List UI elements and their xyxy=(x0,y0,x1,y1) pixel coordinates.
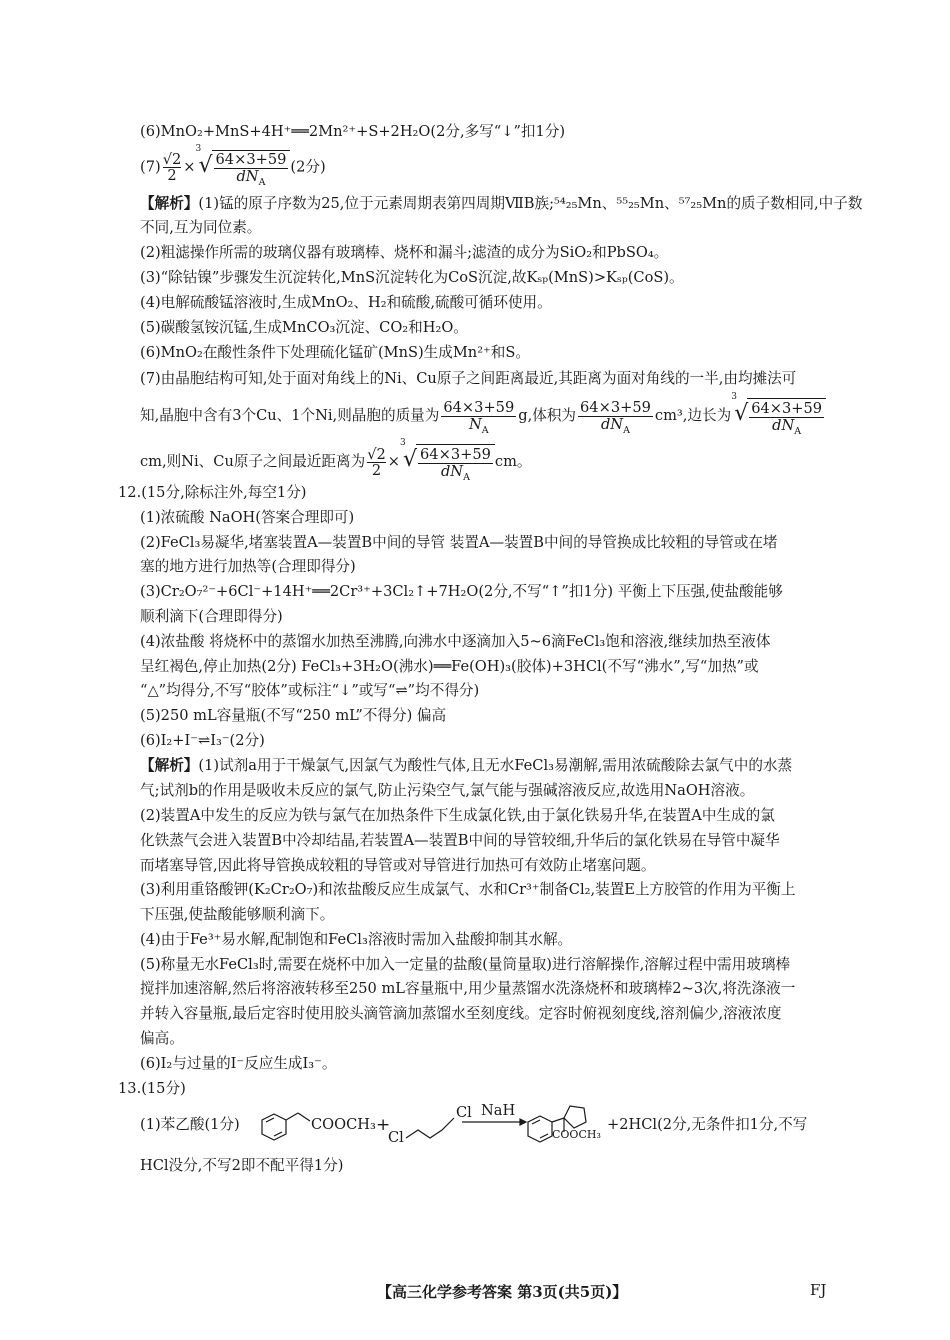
q12-analysis-4: (4)由于Fe³⁺易水解,配制饱和FeCl₃溶液时需加入盐酸抑制其水解。 xyxy=(140,931,573,948)
footer-code: FJ xyxy=(810,1281,827,1299)
q12-line-4b: 呈红褐色,停止加热(2分) FeCl₃+3H₂O(沸水)══Fe(OH)₃(胶体)+3HCl(不写“沸水”,写“加热”或 xyxy=(140,658,759,675)
product-ester-group: COOCH₃ xyxy=(552,1128,601,1141)
q12-analysis-1a: 【解析】(1)试剂a用于干燥氯气,因氯气为酸性气体,且无水FeCl₃易潮解,需用浓硫酸除去氯气中的水蒸 xyxy=(140,757,793,774)
edge-fraction: $\frac{64\times 3+59}{dN_A}$ xyxy=(751,399,823,437)
mass-fraction: $\frac{64\times 3+59}{N_A}$ xyxy=(443,398,515,436)
ester-group: COOCH₃ xyxy=(311,1116,376,1133)
q13-line-1-label: (1)苯乙酸(1分) xyxy=(140,1116,240,1133)
cube-root: 3 √ $\frac{64\times 3+59}{dN_A}$ xyxy=(733,398,826,434)
q13-line-1-tail: +2HCl(2分,无条件扣1分,不写 xyxy=(607,1116,808,1133)
q12-line-2a: (2)FeCl₃易凝华,堵塞装置A—装置B中间的导管 装置A—装置B中间的导管换成比较粗的导管或在堵 xyxy=(140,534,778,551)
q12-analysis-3b: 下压强,使盐酸能够顺利滴下。 xyxy=(140,906,335,923)
q11-analysis-1a: 【解析】(1)锰的原子序数为25,位于元素周期表第四周期ⅦB族;⁵⁴₂₅Mn、⁵⁵₂₅Mn、⁵⁷₂₅Mn的质子数相同,中子数 xyxy=(140,195,863,212)
q12-analysis-5b: 搅拌加速溶解,然后将溶液转移至250 mL容量瓶中,用少量蒸馏水洗涤烧杯和玻璃棒2~3次,将洗涤液一 xyxy=(140,980,796,997)
q12-line-4a: (4)浓盐酸 将烧杯中的蒸馏水加热至沸腾,向沸水中逐滴加入5~6滴FeCl₃饱和溶液,继续加热至液体 xyxy=(140,633,771,650)
chlorine-label-top: Cl xyxy=(456,1104,472,1121)
q12-line-5: (5)250 mL容量瓶(不写“250 mL”不得分) 偏高 xyxy=(140,707,447,724)
q11-analysis-6: (6)MnO₂在酸性条件下处理硫化锰矿(MnS)生成Mn²⁺和S。 xyxy=(140,344,530,361)
dichlorobutane-chain-icon xyxy=(406,1118,454,1138)
sqrt2-over-2: $\frac{√2}{2}$ xyxy=(162,151,182,184)
benzene-ring-icon xyxy=(262,1113,310,1140)
reaction-scheme xyxy=(258,1102,588,1150)
q12-analysis-2b: 化铁蒸气会进入装置B中冷却结晶,若装置A—装置B中间的导管较细,升华后的氯化铁易在导管中凝华 xyxy=(140,832,780,849)
q12-line-1: (1)浓硫酸 NaOH(答案合理即可) xyxy=(140,509,355,526)
q12-line-2b: 塞的地方进行加热等(合理即得分) xyxy=(140,558,356,575)
q12-line-3a: (3)Cr₂O₇²⁻+6Cl⁻+14H⁺══2Cr³⁺+3Cl₂↑+7H₂O(2分,不写“↑”扣1分) 平衡上下压强,使盐酸能够 xyxy=(140,583,783,600)
distance-fraction: $\frac{64\times 3+59}{dN_A}$ xyxy=(420,445,491,483)
q12-analysis-5c: 并转入容量瓶,最后定容时使用胶头滴管滴加蒸馏水至刻度线。定容时俯视刻度线,溶剂偏少,溶液浓度 xyxy=(140,1005,782,1022)
q11-analysis-2: (2)粗滤操作所需的玻璃仪器有玻璃棒、烧杯和漏斗;滤渣的成分为SiO₂和PbSO₄。 xyxy=(140,244,669,261)
chlorine-label-bottom: Cl xyxy=(388,1129,404,1146)
q12-analysis-2a: (2)装置A中发生的反应为铁与氯气在加热条件下生成氯化铁,由于氯化铁易升华,在装置A中生成的氯 xyxy=(140,807,775,824)
q12-line-4c: “△”均得分,不写“胶体”或标注“↓”或写“⇌”均不得分) xyxy=(140,682,480,699)
q12-analysis-2c: 而堵塞导管,因此将导管换成较粗的导管或对导管进行加热可有效防止堵塞问题。 xyxy=(140,857,656,874)
q12-analysis-3a: (3)利用重铬酸钾(K₂Cr₂O₇)和浓盐酸反应生成氯气、水和Cr³⁺制备Cl₂,装置E上方胶管的作用为平衡上 xyxy=(140,881,796,898)
q12-analysis-5d: 偏高。 xyxy=(140,1030,184,1047)
q11-line-7: (7) $\frac{√2}{2}$ × 3 √ $\frac{64\times 3+59}{dN_A}$ (2分) xyxy=(140,144,326,188)
q11-analysis-7a: (7)由晶胞结构可知,处于面对角线上的Ni、Cu原子之间距离最近,其距离为面对角线的一半,由均摊法可 xyxy=(140,370,797,387)
plus-sign: + xyxy=(376,1115,391,1135)
volume-fraction: $\frac{64\times 3+59}{dN_A}$ xyxy=(580,398,651,436)
q11-analysis-7c: cm,则Ni、Cu原子之间最近距离为 $\frac{√2}{2}$ × 3 √ $\frac{64\times 3+59}{dN_A}$ cm。 xyxy=(140,438,532,483)
cube-root: 3 √ $\frac{64\times 3+59}{dN_A}$ xyxy=(402,444,495,480)
q11-analysis-3: (3)“除钴镍”步骤发生沉淀转化,MnS沉淀转化为CoS沉淀,故Kₛₚ(MnS)>Kₛₚ(CoS)。 xyxy=(140,269,684,286)
mass-fraction: $\frac{64\times 3+59}{dN_A}$ xyxy=(215,151,287,188)
q11-line-6: (6)MnO₂+MnS+4H⁺══2Mn²⁺+S+2H₂O(2分,多写“↓”扣1分) xyxy=(140,123,566,140)
q12-analysis-6: (6)I₂与过量的I⁻反应生成I₃⁻。 xyxy=(140,1055,337,1072)
q12-heading: 12.(15分,除标注外,每空1分) xyxy=(118,484,307,501)
q11-analysis-5: (5)碳酸氢铵沉锰,生成MnCO₃沉淀、CO₂和H₂O。 xyxy=(140,319,468,336)
q11-line-7-score: (2分) xyxy=(290,158,326,176)
reagent-label: NaH xyxy=(481,1102,516,1119)
q11-analysis-7b: 知,晶胞中含有3个Cu、1个Ni,则晶胞的质量为 $\frac{64\times 3+59}{N_A}$ g,体积为 $\frac{64\times 3+59}{dN_A}$ cm³,边长为 3 √ $\frac{64\times 3+59}{dN_A}$ xyxy=(140,398,826,434)
cube-root: 3 √ $\frac{64\times 3+59}{dN_A}$ xyxy=(198,150,291,185)
footer-title: 【高三化学参考答案 第3页(共5页)】 xyxy=(377,1283,628,1301)
q11-analysis-1b: 不同,互为同位素。 xyxy=(140,219,262,236)
q12-analysis-5a: (5)称量无水FeCl₃时,需要在烧杯中加入一定量的盐酸(量筒量取)进行溶解操作,溶解过程中需用玻璃棒 xyxy=(140,956,791,973)
q13-heading: 13.(15分) xyxy=(118,1080,186,1097)
sqrt2-over-2: $\frac{√2}{2}$ xyxy=(367,445,386,479)
q12-line-3b: 顺利滴下(合理即得分) xyxy=(140,608,283,625)
q13-line-2: HCl没分,不写2即不配平得1分) xyxy=(140,1157,344,1174)
q12-analysis-1b: 气;试剂b的作用是吸收未反应的氯气,防止污染空气,氯气能与强碱溶液反应,故选用NaOH溶液。 xyxy=(140,782,755,799)
q11-line-7-prefix: (7) xyxy=(140,158,161,176)
q12-line-6: (6)I₂+I⁻⇌I₃⁻(2分) xyxy=(140,732,265,749)
q11-analysis-4: (4)电解硫酸锰溶液时,生成MnO₂、H₂和硫酸,硫酸可循环使用。 xyxy=(140,294,552,311)
